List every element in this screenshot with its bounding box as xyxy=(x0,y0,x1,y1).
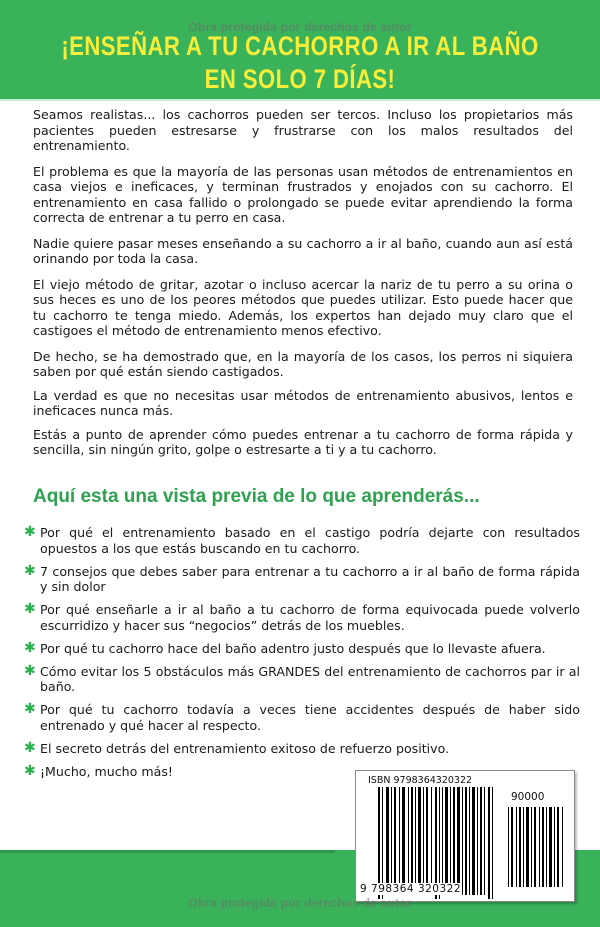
asterisk-bullet-icon: ✱ xyxy=(24,562,36,579)
price-addon-number: 90000 xyxy=(511,791,545,803)
asterisk-bullet-icon: ✱ xyxy=(24,701,36,717)
list-item: ✱ ¡Mucho, mucho más! xyxy=(24,762,173,779)
paragraph: La verdad es que no necesitas usar métodos de entrenamiento abusivos, lentos e ineficaces nunca más. xyxy=(33,387,573,418)
barcode-digits: 9 798364 320322 xyxy=(360,883,462,895)
title-line-1: ¡ENSEÑAR A TU CACHORRO A IR AL BAÑO xyxy=(61,31,539,61)
body-text xyxy=(33,107,573,468)
list-item: ✱ El secreto detrás del entrenamiento exitoso de refuerzo positivo. xyxy=(24,739,450,756)
asterisk-bullet-icon: ✱ xyxy=(24,601,36,617)
asterisk-bullet-icon: ✱ xyxy=(24,762,36,779)
copyright-watermark-bottom: Obra protegida por derechos de autor xyxy=(188,896,412,910)
isbn-barcode xyxy=(355,770,575,902)
preview-list xyxy=(24,525,580,787)
asterisk-bullet-icon: ✱ xyxy=(24,524,36,540)
paragraph: Nadie quiere pasar meses enseñando a su cachorro a ir al baño, cuando aun así está orinando por toda la casa. xyxy=(33,235,573,266)
band-edge xyxy=(0,850,335,853)
list-item: ✱ Por qué el entrenamiento basado en el castigo podría dejarte con resultados opuestos a los que estás buscando en tu cachorro. xyxy=(24,524,580,556)
paragraph: El problema es que la mayoría de las personas usan métodos de entrenamientos en casa viejos e ineficaces, y terminan frustrados y enojados con su cachorro. El entrenamiento en casa fallido o prolongado se puede evitar aprendiendo la forma correcta de entrenar a tu perro en casa. xyxy=(33,163,573,225)
isbn-label: ISBN 9798364320322 xyxy=(368,775,473,786)
asterisk-bullet-icon: ✱ xyxy=(24,739,36,756)
cover-title xyxy=(54,30,546,96)
preview-heading: Aquí esta una vista previa de lo que aprenderás... xyxy=(33,486,480,507)
copyright-watermark-top: Obra protegida por derechos de autor xyxy=(188,20,412,34)
asterisk-bullet-icon: ✱ xyxy=(24,662,36,679)
list-item: ✱ Por qué tu cachorro todavía a veces tiene accidentes después de haber sido entrenado y qué hacer al respecto. xyxy=(24,701,580,733)
paragraph: Estás a punto de aprender cómo puedes entrenar a tu cachorro de forma rápida y sencilla, sin ningún grito, golpe o estresarte a ti y a tu cachorro. xyxy=(33,426,573,457)
list-item: ✱ Por qué tu cachorro hace del baño adentro justo después que lo llevaste afuera. xyxy=(24,639,546,656)
list-item: ✱ 7 consejos que debes saber para entrenar a tu cachorro a ir al baño de forma rápida y sin dolor xyxy=(24,562,580,594)
list-item: ✱ Cómo evitar los 5 obstáculos más GRANDES del entrenamiento de cachorros par ir al baño. xyxy=(24,662,580,694)
paragraph: El viejo método de gritar, azotar o incluso acercar la nariz de tu perro a su orina o sus heces es uno de los peores métodos que puedes utilizar. Esto puede hacer que tu cachorro te tenga miedo. Además, los expertos han dejado muy claro que el castigoes el método de entrenamiento menos efectivo. xyxy=(33,276,573,338)
paragraph: Seamos realistas... los cachorros pueden ser tercos. Incluso los propietarios más pacientes pueden estresarse y frustrarse con los malos resultados del entrenamiento. xyxy=(33,107,573,153)
asterisk-bullet-icon: ✱ xyxy=(24,639,36,656)
title-line-2: EN SOLO 7 DÍAS! xyxy=(204,64,396,94)
list-item: ✱ Por qué enseñarle a ir al baño a tu cachorro de forma equivocada puede volverlo escurridizo y hacer sus “negocios” detrás de los muebles. xyxy=(24,601,580,633)
paragraph: De hecho, se ha demostrado que, en la mayoría de los casos, los perros ni siquiera saben por qué están siendo castigados. xyxy=(33,348,573,379)
